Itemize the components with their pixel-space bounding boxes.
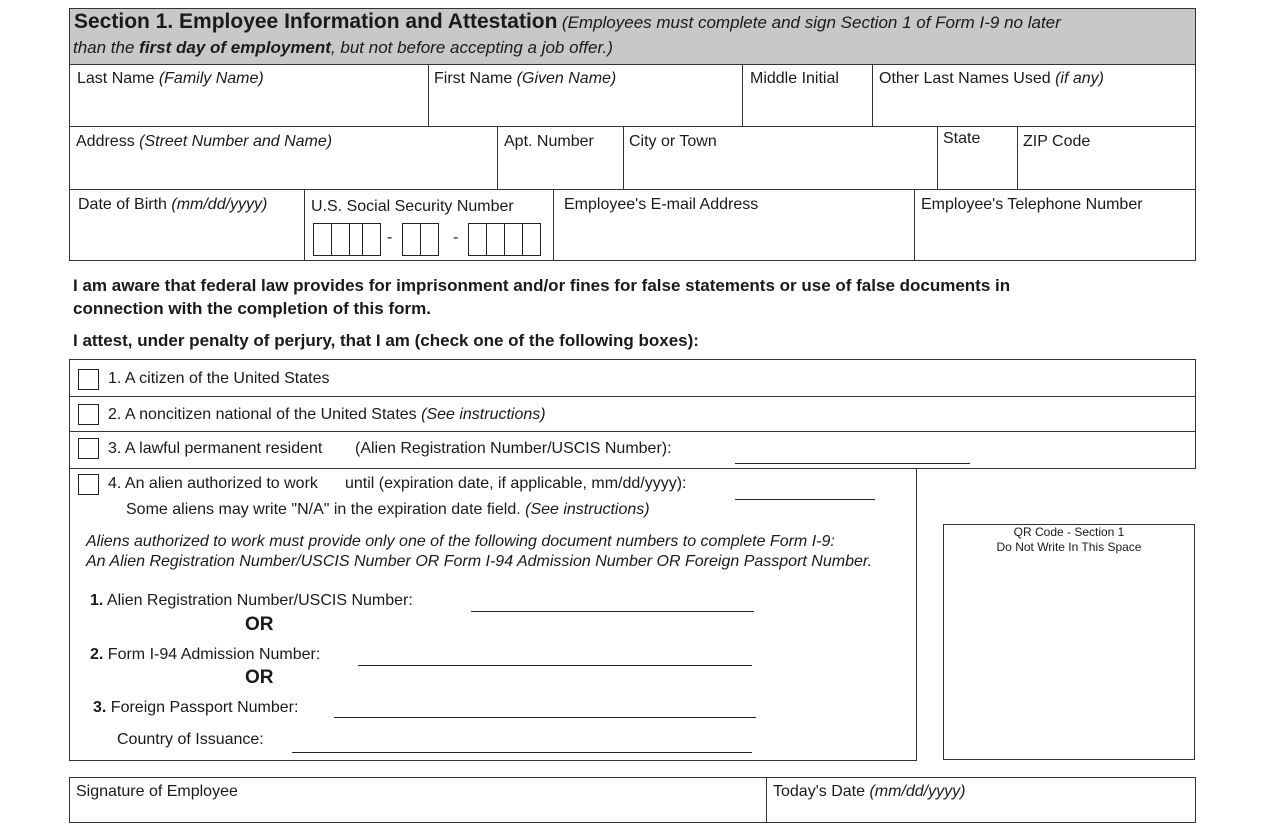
ssn-separator: - bbox=[387, 229, 393, 246]
i94-number-input[interactable] bbox=[358, 665, 752, 666]
i94-number-label bbox=[90, 646, 320, 664]
option-alien-label: 4. An alien authorized to work bbox=[108, 475, 318, 492]
address-label bbox=[76, 133, 332, 151]
option-noncitizen-label bbox=[108, 406, 546, 424]
or-separator: OR bbox=[245, 667, 274, 688]
country-of-issuance-input[interactable] bbox=[292, 752, 752, 753]
ssn-label: U.S. Social Security Number bbox=[311, 198, 514, 215]
signature-label: Signature of Employee bbox=[76, 783, 238, 800]
aliens-instruction-1: Aliens authorized to work must provide only one of the following document numbers to complete Form I-9: bbox=[86, 533, 835, 550]
label-text: Form I-94 Admission Number: bbox=[103, 646, 321, 663]
label-hint: (Family Name) bbox=[158, 70, 264, 87]
qr-code-box bbox=[943, 524, 1195, 760]
label-text: Other Last Names Used bbox=[879, 70, 1056, 87]
city-label: City or Town bbox=[629, 133, 717, 150]
subtitle-text-a: than the bbox=[73, 38, 140, 57]
ssn-digit-box[interactable] bbox=[420, 223, 439, 256]
ssn-digit-box[interactable] bbox=[522, 223, 541, 256]
subtitle-text-b: , but not before accepting a job offer.) bbox=[330, 38, 613, 57]
label-text: Last Name bbox=[77, 70, 159, 87]
label-hint: (mm/dd/yyyy) bbox=[171, 196, 268, 213]
label-text: Foreign Passport Number: bbox=[106, 699, 299, 716]
label-text: Today's Date bbox=[773, 783, 870, 800]
option-permanent-resident-label: 3. A lawful permanent resident bbox=[108, 440, 323, 457]
label-number: 2. bbox=[90, 646, 104, 663]
expiration-date-label: until (expiration date, if applicable, mm/dd/yyyy): bbox=[345, 475, 687, 492]
apt-number-label: Apt. Number bbox=[504, 133, 594, 150]
option-citizen-label: 1. A citizen of the United States bbox=[108, 370, 330, 387]
section-subtitle-line2 bbox=[73, 38, 613, 58]
warning-line-1: I am aware that federal law provides for imprisonment and/or fines for false statements or use of false documents in bbox=[73, 276, 1011, 295]
label-text: 2. A noncitizen national of the United States bbox=[108, 406, 422, 423]
middle-initial-label: Middle Initial bbox=[750, 70, 839, 87]
label-text: Alien Registration Number/USCIS Number: bbox=[103, 592, 413, 609]
ssn-digit-box[interactable] bbox=[486, 223, 505, 256]
alien-number-label bbox=[90, 592, 413, 610]
grid-divider bbox=[304, 189, 305, 261]
attest-heading: I attest, under penalty of perjury, that I am (check one of the following boxes): bbox=[73, 331, 699, 350]
ssn-digit-box[interactable] bbox=[468, 223, 487, 256]
qr-code-label: QR Code - Section 1 bbox=[1013, 525, 1125, 539]
label-text: Address bbox=[76, 133, 140, 150]
label-hint: (See instructions) bbox=[421, 406, 546, 423]
passport-number-input[interactable] bbox=[334, 717, 756, 718]
noncitizen-national-checkbox[interactable] bbox=[78, 404, 99, 425]
ssn-digit-box[interactable] bbox=[362, 223, 381, 256]
section-title-line bbox=[74, 10, 1061, 34]
citizen-checkbox[interactable] bbox=[78, 369, 99, 390]
section-title: Section 1. Employee Information and Attestation bbox=[74, 10, 558, 33]
label-text: Date of Birth bbox=[78, 196, 172, 213]
alien-number-input[interactable] bbox=[471, 611, 754, 612]
alien-registration-label: (Alien Registration Number/USCIS Number): bbox=[355, 440, 672, 457]
state-label: State bbox=[943, 130, 981, 147]
label-hint: (mm/dd/yyyy) bbox=[869, 783, 966, 800]
last-name-label bbox=[77, 70, 264, 88]
na-note bbox=[126, 501, 650, 519]
country-of-issuance-label: Country of Issuance: bbox=[117, 731, 264, 748]
grid-divider bbox=[69, 431, 1196, 432]
expiration-date-input[interactable] bbox=[735, 499, 875, 500]
permanent-resident-checkbox[interactable] bbox=[78, 438, 99, 459]
aliens-instruction-2: An Alien Registration Number/USCIS Number OR Form I-94 Admission Number OR Foreign Passport Number. bbox=[86, 553, 873, 570]
label-number: 3. bbox=[93, 699, 107, 716]
label-number: 1. bbox=[90, 592, 104, 609]
or-separator: OR bbox=[245, 614, 274, 635]
date-of-birth-label bbox=[78, 196, 267, 214]
ssn-separator: - bbox=[453, 229, 459, 246]
label-hint: (See instructions) bbox=[525, 501, 650, 518]
subtitle-bold: first day of employment bbox=[139, 38, 331, 57]
ssn-digit-box[interactable] bbox=[313, 223, 332, 256]
label-hint: (if any) bbox=[1055, 70, 1104, 87]
ssn-digit-box[interactable] bbox=[504, 223, 523, 256]
alien-authorized-checkbox[interactable] bbox=[78, 474, 99, 495]
label-hint: (Street Number and Name) bbox=[139, 133, 333, 150]
label-text: First Name bbox=[434, 70, 517, 87]
section-subtitle-1: (Employees must complete and sign Section 1 of Form I-9 no later bbox=[561, 13, 1061, 32]
warning-line-2: connection with the completion of this form. bbox=[73, 299, 431, 318]
first-name-label bbox=[434, 70, 616, 88]
zip-code-label: ZIP Code bbox=[1023, 133, 1091, 150]
grid-divider bbox=[69, 396, 1196, 397]
email-label: Employee's E-mail Address bbox=[564, 196, 759, 213]
todays-date-label bbox=[773, 783, 965, 801]
other-last-names-label bbox=[879, 70, 1104, 88]
label-text: Some aliens may write "N/A" in the expiration date field. bbox=[126, 501, 526, 518]
alien-registration-input[interactable] bbox=[735, 463, 970, 464]
ssn-digit-box[interactable] bbox=[402, 223, 421, 256]
label-hint: (Given Name) bbox=[516, 70, 617, 87]
telephone-label: Employee's Telephone Number bbox=[921, 196, 1143, 213]
qr-code-warning: Do Not Write In This Space bbox=[996, 540, 1142, 554]
passport-number-label bbox=[93, 699, 298, 717]
ssn-digit-box[interactable] bbox=[331, 223, 350, 256]
